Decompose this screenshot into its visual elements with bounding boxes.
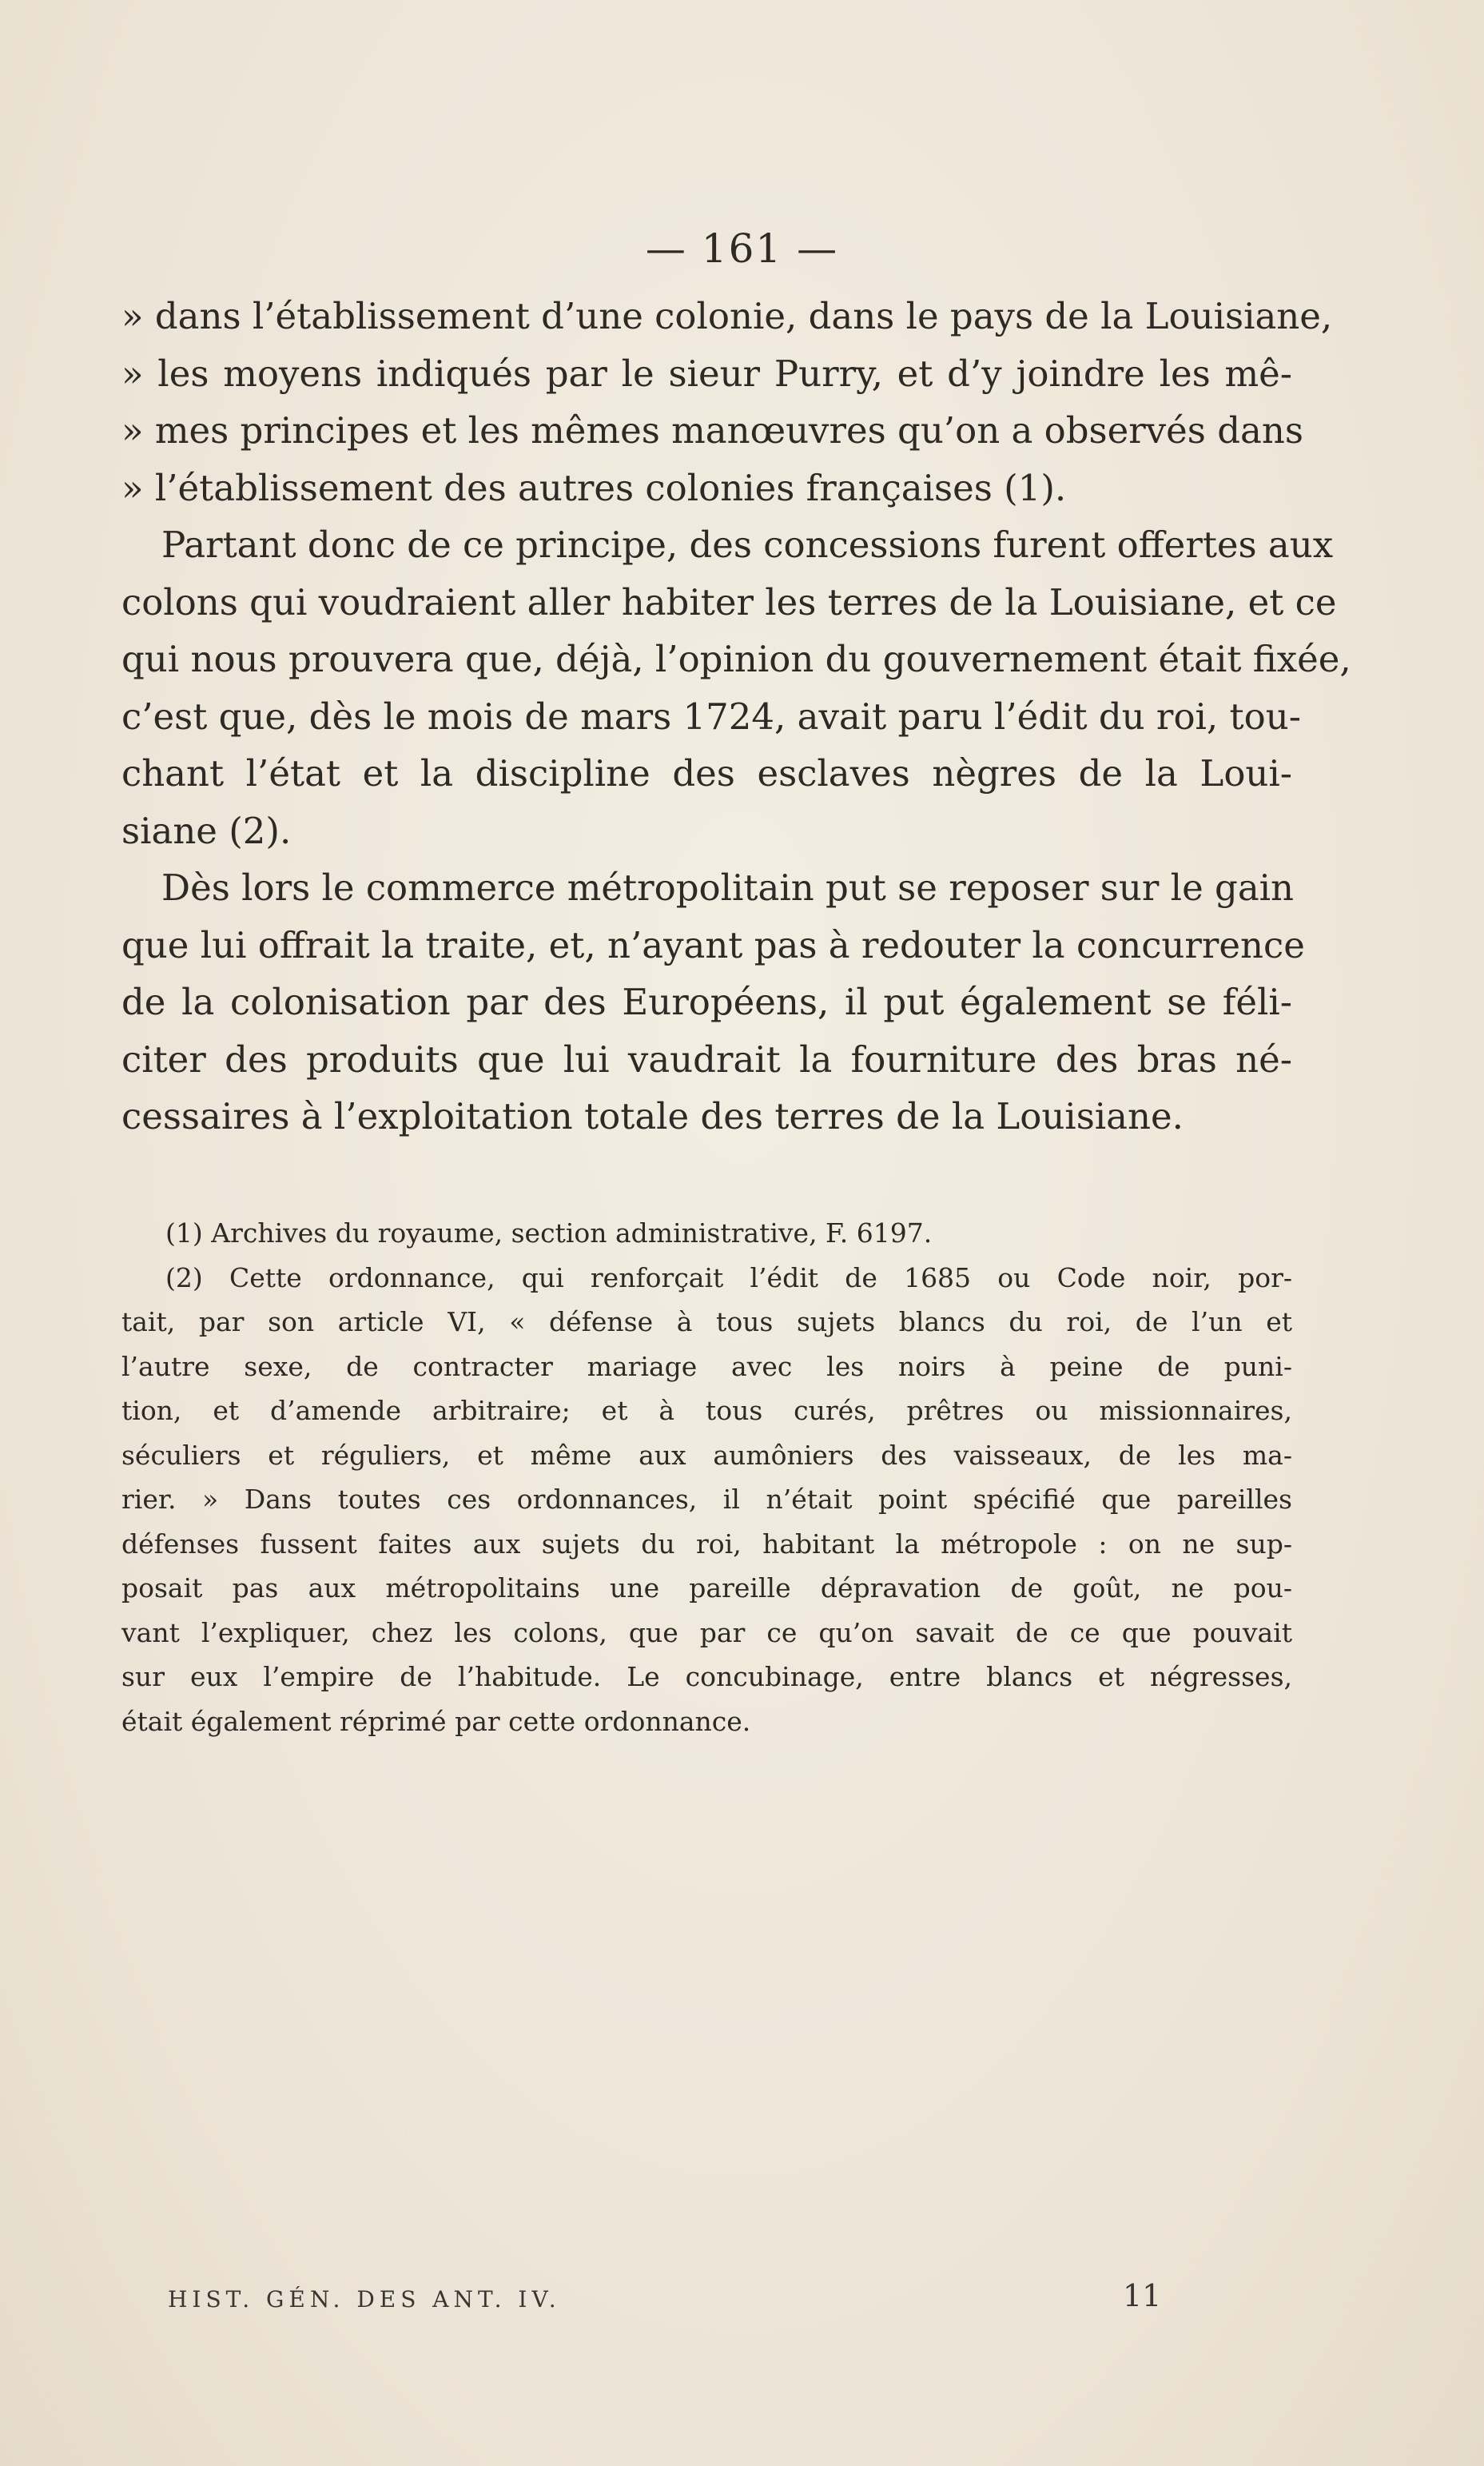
- text-line: Dès lors le commerce métropolitain put se reposer sur le gain: [161, 866, 1295, 909]
- footnote-line: défenses fussent faites aux sujets du roi, habitant la métropole : on ne sup-: [121, 1528, 1292, 1560]
- main-text-block: [121, 288, 1351, 1145]
- footnote-line: (2) Cette ordonnance, qui renforçait l’édit de 1685 ou Code noir, por-: [165, 1261, 1292, 1293]
- text-line: » mes principes et les mêmes manœuvres qu’on a observés dans: [121, 409, 1303, 452]
- footnote-line: était également réprimé par cette ordonnance.: [121, 1705, 751, 1737]
- footnote-line: tion, et d’amende arbitraire; et à tous curés, prêtres ou missionnaires,: [121, 1395, 1292, 1426]
- text-line: siane (2).: [121, 809, 292, 852]
- text-line: que lui offrait la traite, et, n’ayant pas à redouter la concurrence: [121, 923, 1305, 966]
- text-line: » dans l’établissement d’une colonie, dans le pays de la Louisiane,: [121, 295, 1333, 337]
- footnote-line: l’autre sexe, de contracter mariage avec les noirs à peine de puni-: [121, 1350, 1292, 1382]
- text-line: chant l’état et la discipline des esclaves nègres de la Loui-: [121, 752, 1292, 795]
- text-line: qui nous prouvera que, déjà, l’opinion du gouvernement était fixée,: [121, 638, 1351, 680]
- sheet-number: 11: [1123, 2278, 1162, 2313]
- text-line: » les moyens indiqués par le sieur Purry, et d’y joindre les mê-: [121, 352, 1292, 395]
- footnote-line: vant l’expliquer, chez les colons, que par ce qu’on savait de ce que pouvait: [121, 1616, 1292, 1648]
- footnote-line: rier. » Dans toutes ces ordonnances, il n’était point spécifié que pareilles: [121, 1484, 1292, 1515]
- text-line: c’est que, dès le mois de mars 1724, avait paru l’édit du roi, tou-: [121, 695, 1301, 738]
- footnote-line: tait, par son article VI, « défense à tous sujets blancs du roi, de l’un et: [121, 1306, 1292, 1337]
- text-line: cessaires à l’exploitation totale des terres de la Louisiane.: [121, 1095, 1184, 1137]
- footnote-line: séculiers et réguliers, et même aux aumôniers des vaisseaux, de les ma-: [121, 1439, 1292, 1471]
- page-number: — 161 —: [645, 225, 839, 272]
- text-line: de la colonisation par des Européens, il put également se féli-: [121, 981, 1292, 1023]
- footnote-line: sur eux l’empire de l’habitude. Le concubinage, entre blancs et négresses,: [121, 1661, 1292, 1692]
- text-line: Partant donc de ce principe, des concessions furent offertes aux: [161, 524, 1334, 566]
- footnote-line: (1) Archives du royaume, section administrative, F. 6197.: [165, 1217, 933, 1249]
- footnote-line: posait pas aux métropolitains une pareille dépravation de goût, ne pou-: [121, 1572, 1292, 1603]
- text-line: » l’établissement des autres colonies françaises (1).: [121, 466, 1067, 509]
- text-line: colons qui voudraient aller habiter les terres de la Louisiane, et ce: [121, 580, 1337, 623]
- signature-mark: HIST. GÉN. DES ANT. IV.: [168, 2286, 561, 2313]
- text-line: citer des produits que lui vaudrait la fourniture des bras né-: [121, 1038, 1292, 1081]
- footnotes-block: [121, 1211, 1292, 1743]
